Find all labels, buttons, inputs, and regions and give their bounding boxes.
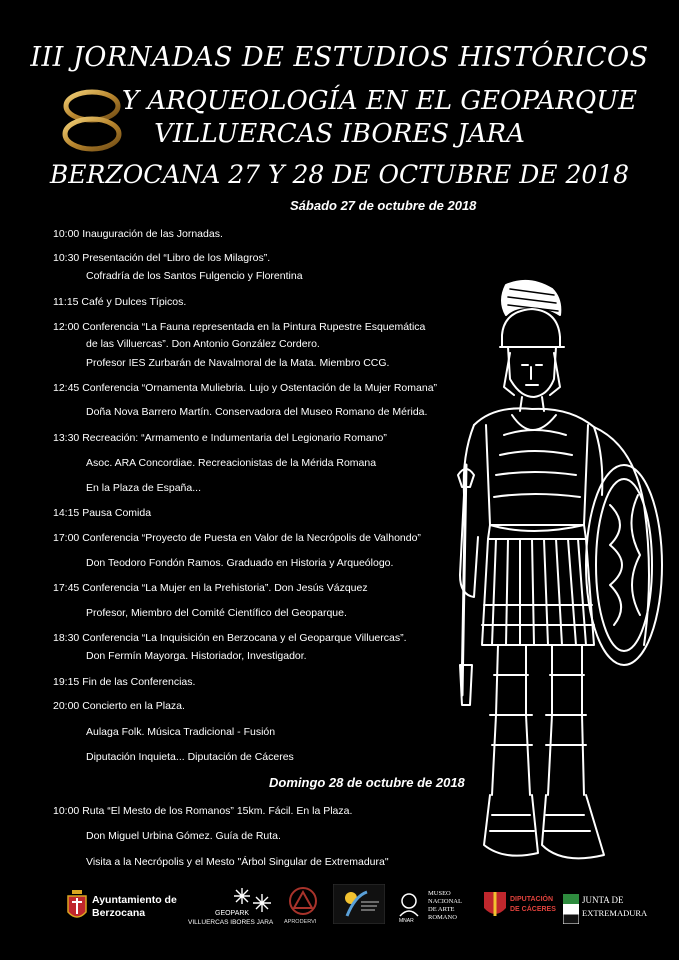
museo-label-1: MUSEO: [428, 890, 451, 897]
junta-label-1: JUNTA DE: [582, 895, 624, 905]
roman-soldier-illustration: [434, 275, 664, 875]
schedule-line: Asoc. ARA Concordiae. Recreacionistas de la Mérida Romana: [86, 457, 377, 469]
mnar-label: MNAR: [399, 918, 414, 924]
aprodervi-logo-icon: [286, 886, 320, 916]
diputacion-shield-icon: [482, 890, 508, 920]
berzocana-coat-of-arms-icon: [66, 888, 88, 924]
schedule-line: 10:00 Inauguración de las Jornadas.: [53, 228, 223, 240]
extremadura-flag-icon: [563, 894, 579, 924]
schedule-line: 12:00 Conferencia “La Fauna representada en la Pintura Rupestre Esquemática: [53, 321, 426, 333]
schedule-line: de las Villuercas”. Don Antonio González Cordero.: [86, 338, 320, 350]
ayuntamiento-label-2: Berzocana: [92, 907, 146, 919]
schedule-line: Aulaga Folk. Música Tradicional - Fusión: [86, 726, 276, 738]
sponsor-logos-footer: [0, 880, 679, 960]
schedule-line: Diputación Inquieta... Diputación de Cáceres: [86, 751, 294, 763]
schedule-line: Don Miguel Urbina Gómez. Guía de Ruta.: [86, 830, 281, 842]
schedule-line: 13:30 Recreación: “Armamento e Indumentaria del Legionario Romano”: [53, 432, 387, 444]
schedule-line: Visita a la Necrópolis y el Mesto "Árbol Singular de Extremadura": [86, 856, 389, 868]
day1-heading: Sábado 27 de octubre de 2018: [290, 198, 477, 213]
geopark-label: GEOPARK: [215, 910, 250, 917]
geopark-sub-label: VILLUERCAS IBORES JARA: [188, 919, 274, 926]
schedule-line: 19:15 Fin de las Conferencias.: [53, 676, 196, 688]
museo-label-2: NACIONAL: [428, 898, 462, 905]
event-date-subtitle: BERZOCANA 27 Y 28 DE OCTUBRE DE 2018: [49, 160, 630, 189]
schedule-line: Cofradría de los Santos Fulgencio y Florentina: [86, 270, 303, 282]
title-line-1: III JORNADAS DE ESTUDIOS HISTÓRICOS: [30, 42, 649, 73]
day2-heading: Domingo 28 de octubre de 2018: [269, 775, 465, 790]
schedule-line: Don Teodoro Fondón Ramos. Graduado en Historia y Arqueólogo.: [86, 557, 394, 569]
schedule-line: Profesor IES Zurbarán de Navalmoral de la Mata. Miembro CCG.: [86, 357, 390, 369]
schedule-line: 10:30 Presentación del “Libro de los Milagros”.: [53, 252, 271, 264]
museo-label-3: DE ARTE: [428, 906, 455, 913]
schedule-line: 14:15 Pausa Comida: [53, 507, 152, 519]
diputacion-label-1: DIPUTACIÓN: [510, 896, 554, 903]
schedule-line: 18:30 Conferencia “La Inquisición en Berzocana y el Geoparque Villuercas”.: [53, 632, 407, 644]
schedule-line: 11:15 Café y Dulces Típicos.: [53, 296, 187, 308]
ayuntamiento-label-1: Ayuntamiento de: [92, 894, 177, 906]
schedule-line: 12:45 Conferencia “Ornamenta Muliebria. Lujo y Ostentación de la Mujer Romana”: [53, 382, 438, 394]
junta-label-2: EXTREMADURA: [582, 908, 648, 918]
museo-label-4: ROMANO: [428, 914, 457, 921]
schedule-line: 17:00 Conferencia “Proyecto de Puesta en Valor de la Necrópolis de Valhondo”: [53, 532, 421, 544]
aprodervi-label: APRODERVI: [284, 919, 317, 925]
title-line-2: Y ARQUEOLOGÍA EN EL GEOPARQUE: [121, 86, 638, 116]
diputacion-label-2: DE CÁCERES: [510, 906, 556, 913]
mnar-bust-icon: [397, 892, 421, 918]
regional-program-logo-icon: [333, 884, 385, 924]
schedule-line: En la Plaza de España...: [86, 482, 201, 494]
schedule-line: 10:00 Ruta “El Mesto de los Romanos” 15km. Fácil. En la Plaza.: [53, 805, 353, 817]
gold-rings-icon: [60, 86, 124, 156]
title-line-3: VILLUERCAS IBORES JARA: [154, 119, 525, 149]
schedule-line: Don Fermín Mayorga. Historiador, Investigador.: [86, 650, 307, 662]
schedule-line: 17:45 Conferencia “La Mujer en la Prehistoria”. Don Jesús Vázquez: [53, 582, 368, 594]
schedule-line: 20:00 Concierto en la Plaza.: [53, 700, 185, 712]
schedule-line: Doña Nova Barrero Martín. Conservadora del Museo Romano de Mérida.: [86, 406, 428, 418]
schedule-line: Profesor, Miembro del Comité Científico del Geoparque.: [86, 607, 347, 619]
